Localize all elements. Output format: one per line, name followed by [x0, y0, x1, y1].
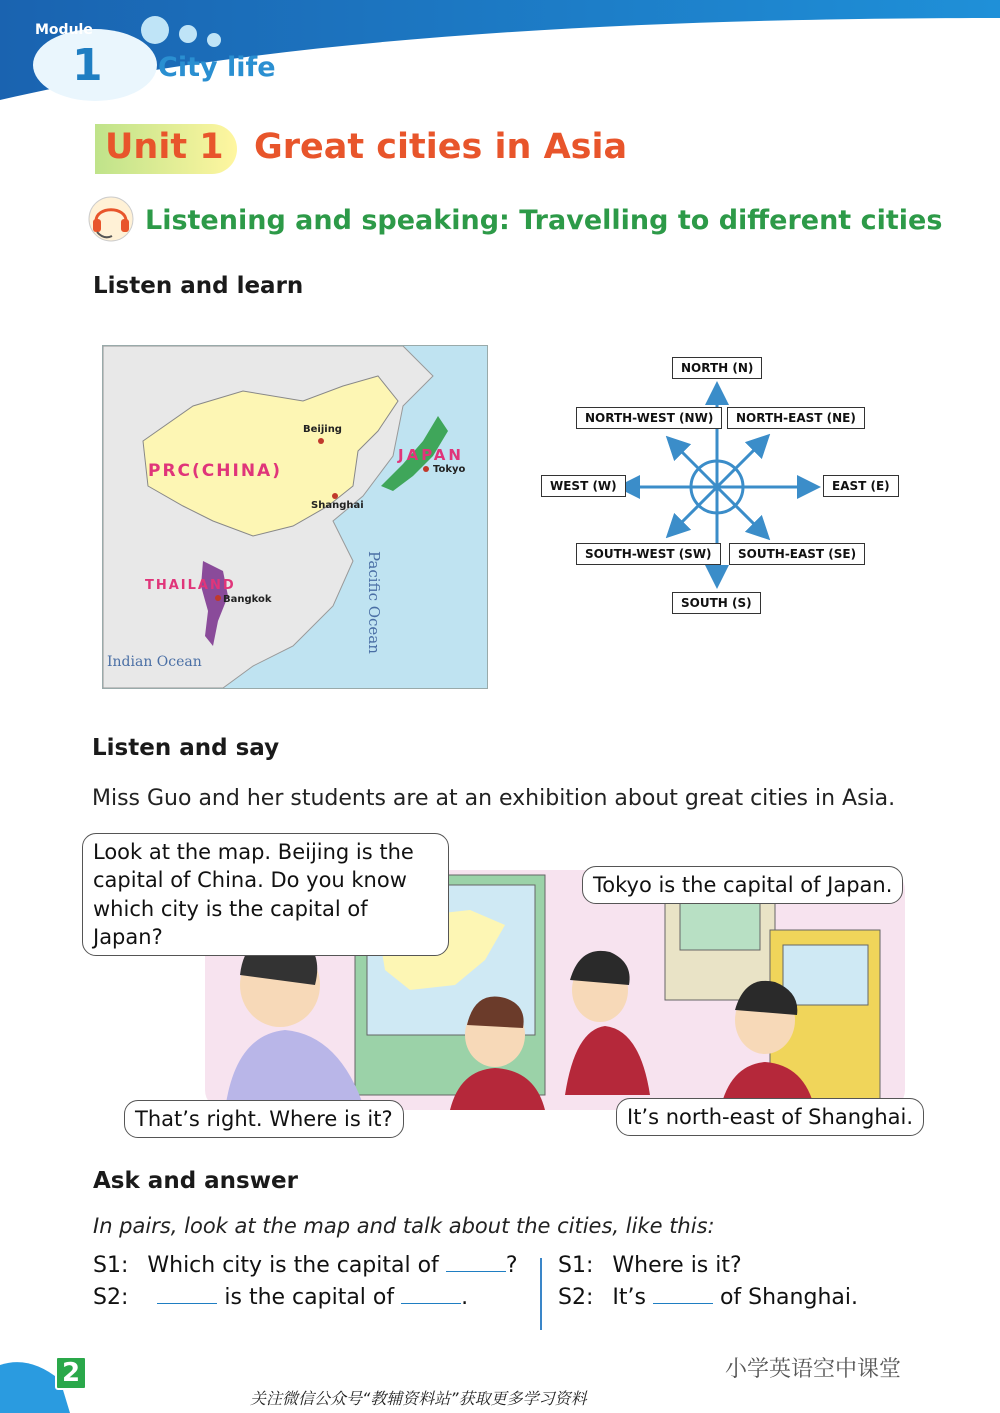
asia-map — [102, 345, 488, 689]
map-label-china: PRC(CHINA) — [148, 461, 282, 481]
map-label-thailand: THAILAND — [145, 578, 236, 593]
dialog-end: of Shanghai. — [719, 1285, 858, 1310]
speech-bubble-girl: Tokyo is the capital of Japan. — [582, 866, 903, 904]
unit-label: Unit 1 — [105, 127, 224, 167]
answer-blank — [446, 1253, 506, 1272]
dialog-end: . — [461, 1285, 469, 1310]
dialog-left-s2 — [93, 1285, 468, 1310]
section-heading: Listening and speaking: Travelling to different cities — [145, 205, 943, 236]
answer-blank — [653, 1285, 713, 1304]
speech-bubble-teacher: Look at the map. Beijing is the capital of China. Do you know which city is the capital of Japan? — [82, 833, 449, 956]
answer-blank — [401, 1285, 461, 1304]
headset-icon — [86, 194, 136, 244]
speaker-label: S1: — [558, 1253, 594, 1278]
dialog-text: Which city is the capital of — [147, 1253, 439, 1278]
compass-south-east: SOUTH-EAST (SE) — [729, 543, 865, 565]
unit-title: Great cities in Asia — [254, 127, 628, 167]
map-label-tokyo: Tokyo — [433, 464, 466, 475]
ask-answer-instruction: In pairs, look at the map and talk about the cities, like this: — [93, 1214, 715, 1238]
ask-answer-heading: Ask and answer — [93, 1168, 298, 1194]
answer-blank — [157, 1285, 217, 1304]
compass-west: WEST (W) — [541, 475, 626, 497]
compass-north-east: NORTH-EAST (NE) — [727, 407, 865, 429]
compass-north-west: NORTH-WEST (NW) — [576, 407, 722, 429]
compass-south: SOUTH (S) — [672, 592, 761, 614]
compass-north: NORTH (N) — [672, 357, 762, 379]
dialog-text: is the capital of — [224, 1285, 395, 1310]
footer-note: 关注微信公众号“教辅资料站”获取更多学习资料 — [250, 1389, 587, 1408]
map-shapes — [103, 346, 487, 688]
module-label: Module — [35, 22, 93, 38]
map-label-beijing: Beijing — [303, 424, 342, 435]
map-label-indian: Indian Ocean — [107, 654, 202, 670]
map-label-bangkok: Bangkok — [223, 594, 272, 605]
map-label-pacific: Pacific Ocean — [365, 551, 383, 654]
module-title: City life — [158, 52, 276, 83]
dialog-right-s1 — [558, 1253, 742, 1278]
speech-bubble-boy: It’s north-east of Shanghai. — [616, 1098, 924, 1136]
speaker-label: S2: — [558, 1285, 594, 1310]
speech-bubble-teacher-reply: That’s right. Where is it? — [124, 1100, 404, 1138]
listen-say-heading: Listen and say — [92, 735, 280, 761]
dialog-text: It’s — [612, 1285, 646, 1310]
dialog-end: ? — [505, 1253, 518, 1278]
listen-say-intro: Miss Guo and her students are at an exhibition about great cities in Asia. — [92, 786, 896, 811]
compass-south-west: SOUTH-WEST (SW) — [576, 543, 721, 565]
dialog-divider — [540, 1258, 542, 1330]
watermark-text: 小学英语空中课堂 — [725, 1357, 902, 1382]
listen-learn-heading: Listen and learn — [93, 273, 304, 299]
dialog-text: Where is it? — [612, 1253, 742, 1278]
page-number: 2 — [55, 1356, 87, 1390]
module-number: 1 — [72, 40, 103, 91]
speaker-label: S1: — [93, 1253, 129, 1278]
header-band — [0, 0, 1000, 110]
dialog-right-s2 — [558, 1285, 858, 1310]
map-label-japan: JAPAN — [398, 446, 464, 464]
compass-diagram — [530, 345, 890, 630]
dialog-left-s1 — [93, 1253, 518, 1278]
speaker-label: S2: — [93, 1285, 129, 1310]
compass-east: EAST (E) — [823, 475, 899, 497]
map-label-shanghai: Shanghai — [311, 500, 364, 511]
